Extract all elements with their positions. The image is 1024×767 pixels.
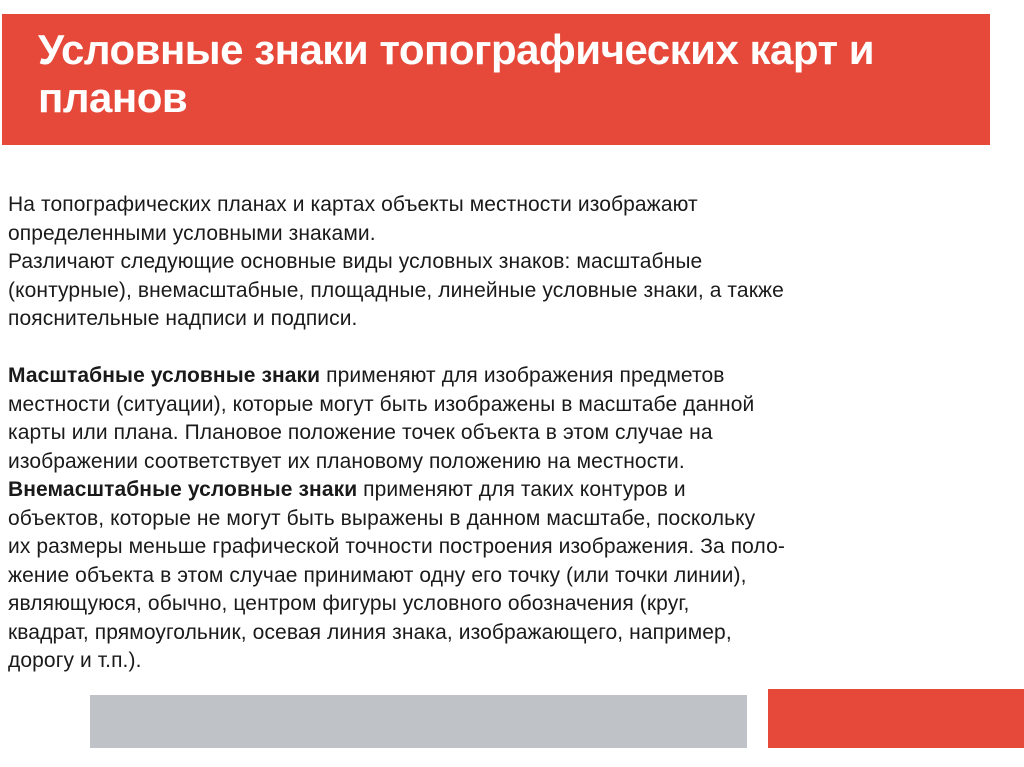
- body-line: Внемасштабные условные знаки применяют для таких контуров и: [8, 478, 686, 501]
- page-title: [2, 14, 990, 122]
- body-line: изображении соответствует их плановому положению на местности.: [8, 449, 685, 473]
- body-line: квадрат, прямоугольник, осевая линия знака, изображающего, например,: [8, 620, 732, 644]
- title-banner: [2, 14, 990, 145]
- body-line: дорогу и т.п.).: [8, 649, 142, 672]
- body-line: Масштабные условные знаки применяют для изображения предметов: [8, 364, 725, 387]
- body-line: карты или плана. Плановое положение точек объекта в этом случае на: [8, 421, 713, 444]
- body-line: На топографических планах и картах объекты местности изображают: [8, 193, 698, 216]
- body-line: объектов, которые не могут быть выражены в данном масштабе, поскольку: [8, 506, 756, 530]
- body-line: жение объекта в этом случае принимают одну его точку (или точки линии),: [8, 563, 747, 587]
- body-line: их размеры меньше графической точности построения изображения. За поло-: [8, 535, 785, 558]
- body-line: местности (ситуации), которые могут быть изображены в масштабе данной: [8, 392, 755, 416]
- page-title-line-1: Условные знаки топографических карт и: [38, 26, 875, 73]
- body-line: Различают следующие основные виды условных знаков: масштабные: [8, 250, 703, 273]
- body-line: [8, 334, 908, 363]
- footer-red-bar: [768, 689, 1024, 748]
- body-text: [8, 191, 908, 676]
- footer-gray-bar: [90, 695, 747, 748]
- body-line: определенными условными знаками.: [8, 221, 376, 245]
- body-line: являющуюся, обычно, центром фигуры условного обозначения (круг,: [8, 592, 690, 615]
- page-title-line-2: планов: [38, 74, 188, 121]
- body-line: пояснительные надписи и подписи.: [8, 307, 358, 330]
- body-line: (контурные), внемасштабные, площадные, линейные условные знаки, а также: [8, 278, 784, 302]
